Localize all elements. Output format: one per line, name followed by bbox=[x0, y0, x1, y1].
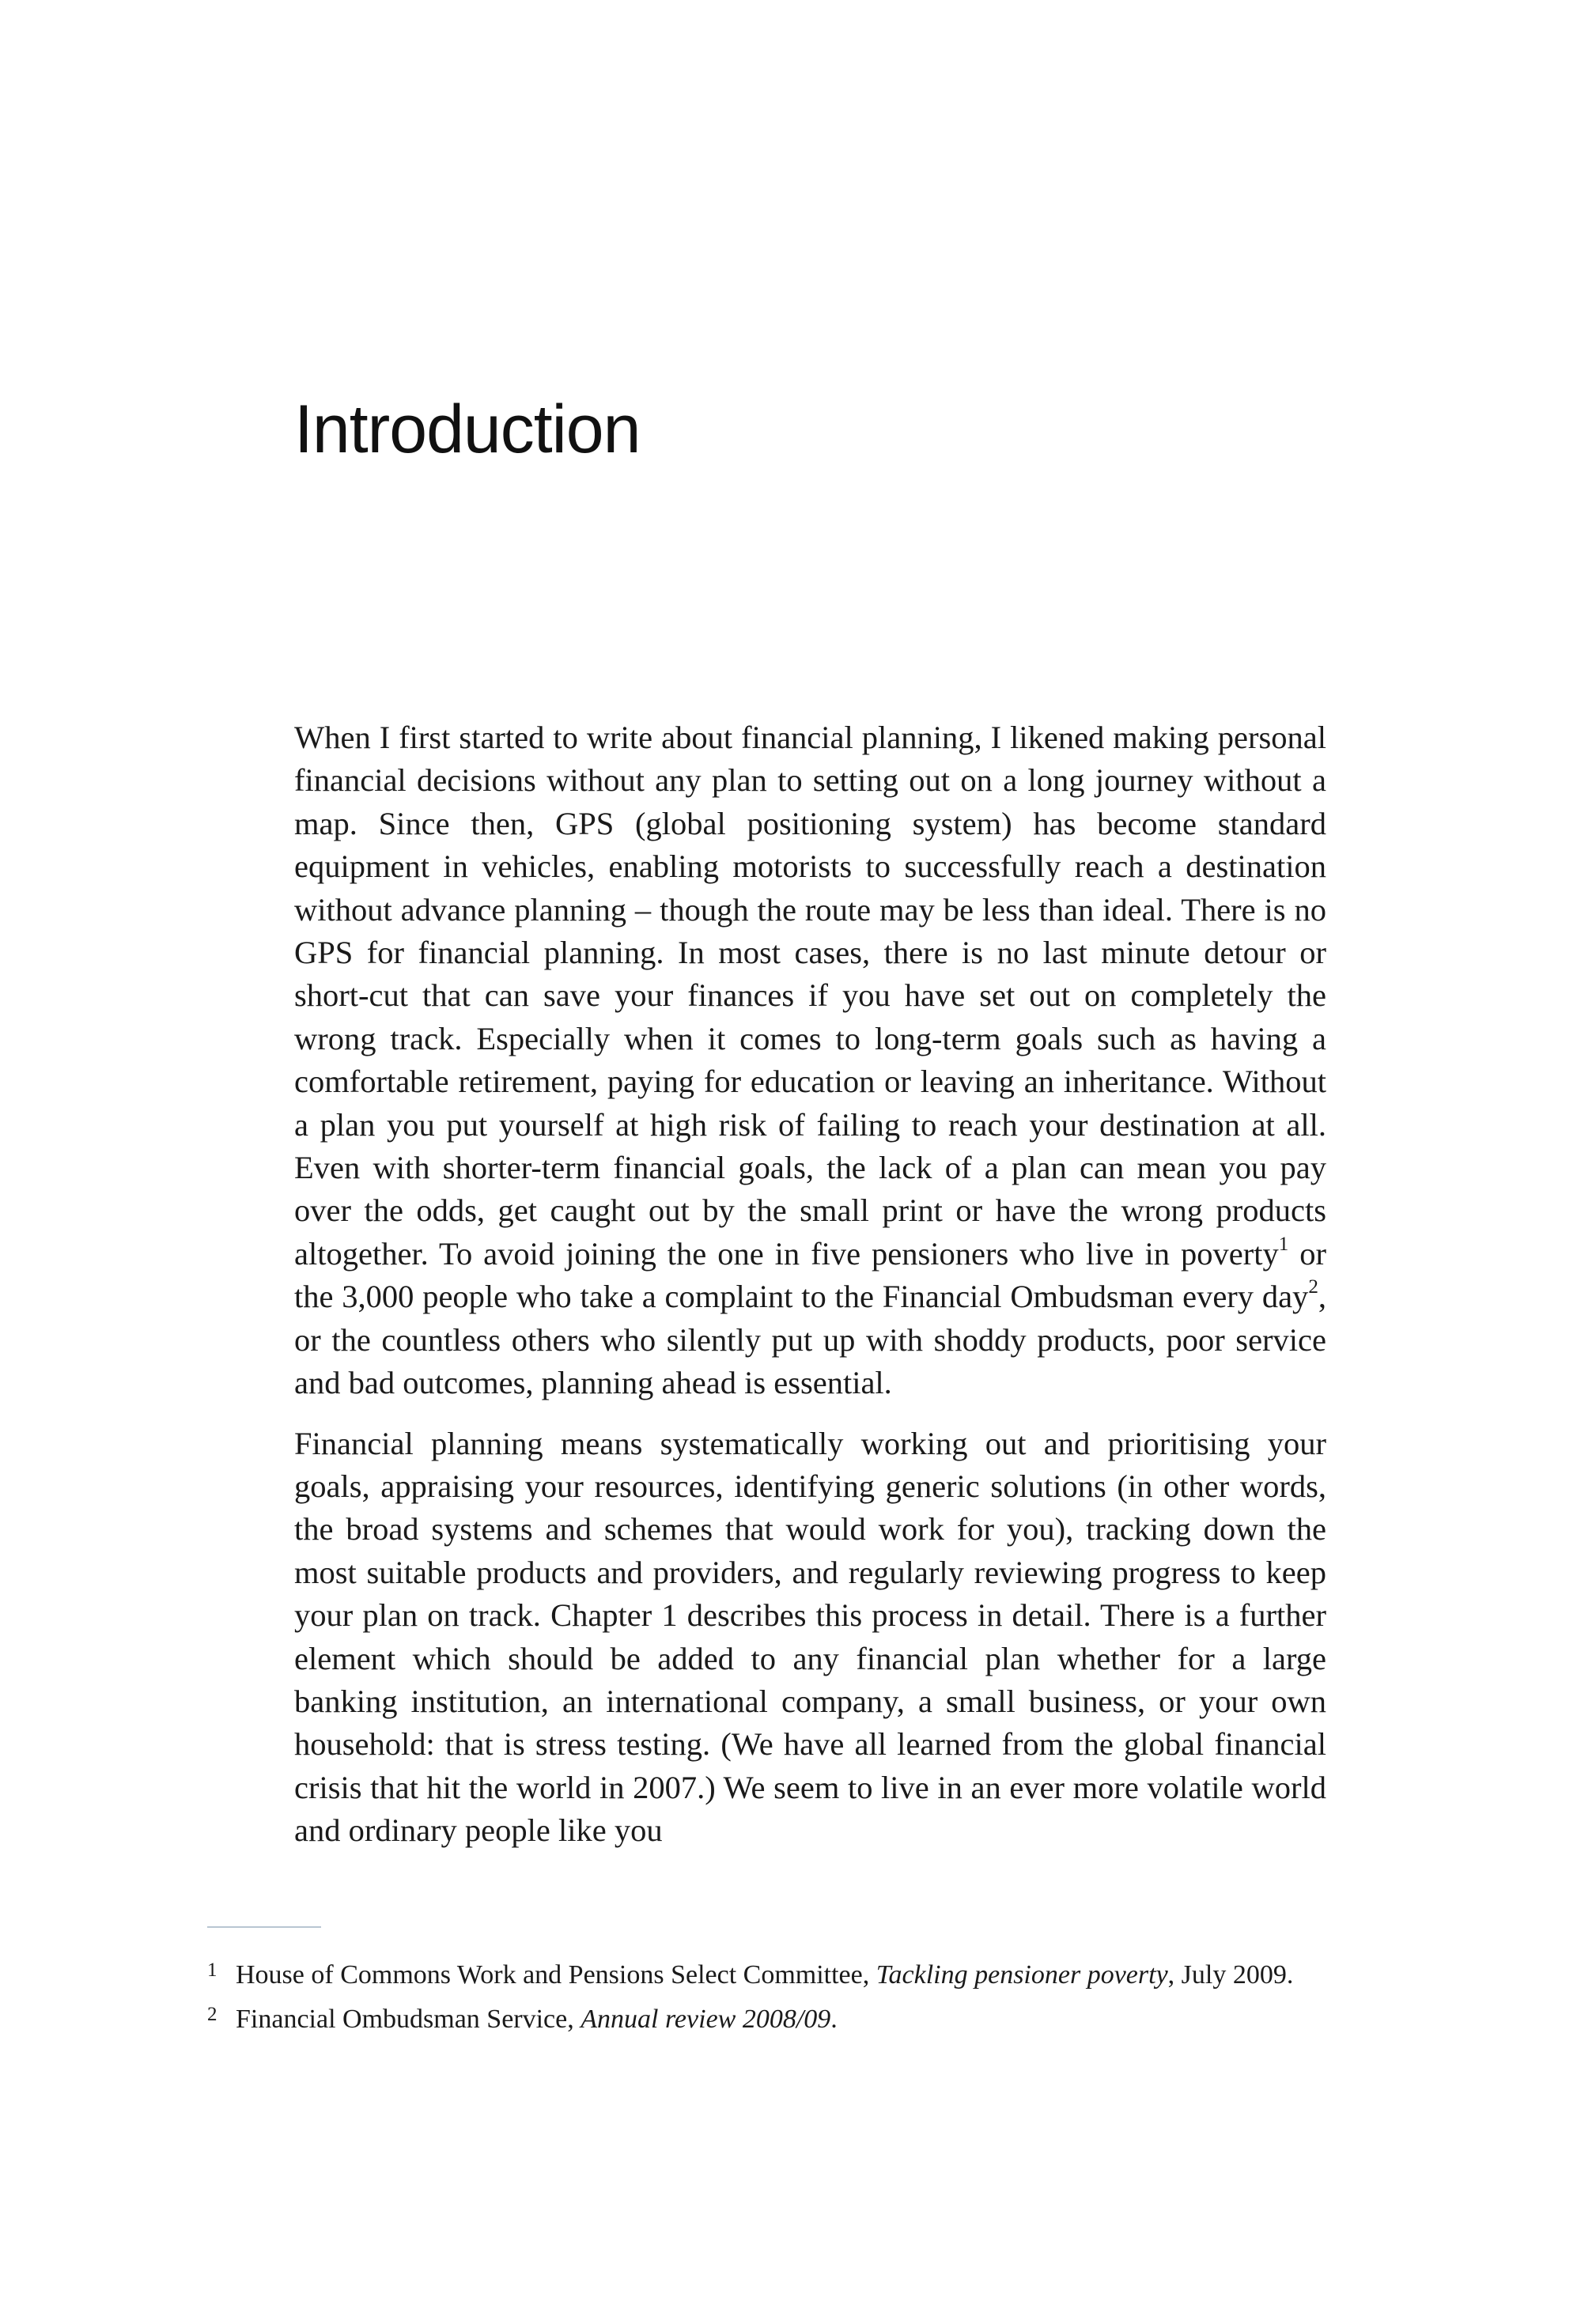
footnote-2-end: . bbox=[830, 2005, 838, 2034]
body-text bbox=[294, 716, 1326, 1870]
footnote-2-text: Financial Ombudsman Service, bbox=[236, 2005, 581, 2034]
paragraph-1-text-c: , or the countless others who silently put up with shoddy products, poor service and bad outcomes, planning ahead is essential. bbox=[294, 1279, 1326, 1401]
footnotes bbox=[207, 1958, 1326, 2046]
paragraph-1 bbox=[294, 716, 1326, 1405]
footnote-1 bbox=[207, 1958, 1326, 1993]
footnote-2 bbox=[207, 2002, 1326, 2037]
footnote-2-title: Annual review 2008/09 bbox=[581, 2005, 831, 2034]
footnote-ref-2: 2 bbox=[1308, 1276, 1318, 1298]
footnote-ref-1: 1 bbox=[1278, 1233, 1289, 1255]
chapter-title: Introduction bbox=[294, 391, 641, 467]
footnote-1-date: , July 2009. bbox=[1167, 1960, 1294, 1990]
paragraph-1-text-a: When I first started to write about financial planning, I likened making personal financial decisions without any plan to setting out on a long journey without a map. Since then, GPS (global positioning system) has become standard equipment in vehicles, enabling motorists to successfully reach a destination without advance planning – though the route may be less than ideal. There is no GPS for financial planning. In most cases, there is no last minute detour or short-cut that can save your finances if you have set out on completely the wrong track. Especially when it comes to long-term goals such as having a comfortable retirement, paying for education or leaving an inheritance. Without a plan you put yourself at high risk of failing to reach your destination at all. Even with shorter-term financial goals, the lack of a plan can mean you pay over the odds, get caught out by the small print or have the wrong products altogether. To avoid joining the one in five pensioners who live in poverty bbox=[294, 720, 1326, 1272]
footnote-1-number: 1 bbox=[207, 1959, 217, 1981]
footnote-1-text: House of Commons Work and Pensions Select Committee, bbox=[236, 1960, 876, 1990]
paragraph-2: Financial planning means systematically working out and prioritising your goals, appraising your resources, identifying generic solutions (in other words, the broad systems and schemes that would work for you), tracking down the most suitable products and providers, and regularly reviewing progress to keep your plan on track. Chapter 1 describes this process in detail. There is a further element which should be added to any financial plan whether for a large banking institution, an international company, a small business, or your own household: that is stress testing. (We have all learned from the global financial crisis that hit the world in 2007.) We seem to live in an ever more volatile world and ordinary people like you bbox=[294, 1425, 1326, 1849]
footnote-divider bbox=[207, 1926, 321, 1928]
footnote-2-number: 2 bbox=[207, 2004, 217, 2025]
footnote-1-title: Tackling pensioner poverty bbox=[876, 1960, 1168, 1990]
paragraph-1-text-b: or the 3,000 people who take a complaint to the Financial Ombudsman every day bbox=[294, 1235, 1326, 1315]
